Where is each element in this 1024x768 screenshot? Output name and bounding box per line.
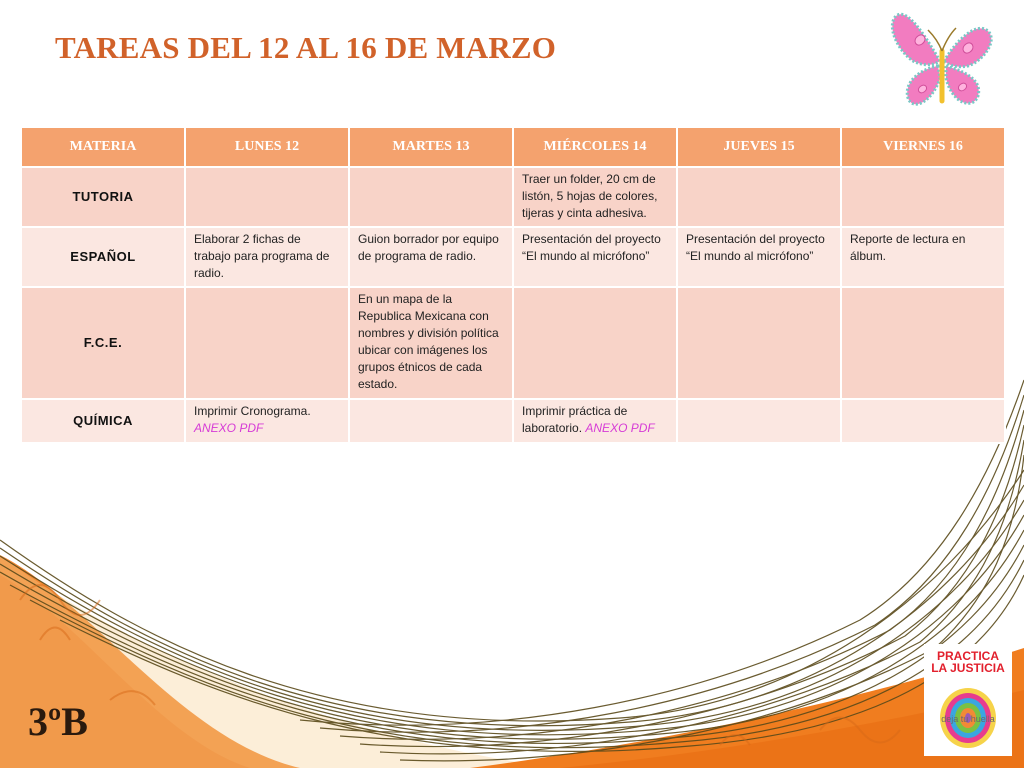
- task-cell: [677, 287, 841, 399]
- column-header: JUEVES 15: [677, 127, 841, 167]
- task-cell: Elaborar 2 fichas de trabajo para programa de radio.: [185, 227, 349, 287]
- subject-cell: ESPAÑOL: [21, 227, 185, 287]
- practica-la-justicia-logo: [924, 644, 1012, 756]
- task-cell: [513, 287, 677, 399]
- task-cell: [185, 399, 349, 443]
- logo-line-1: PRACTICA: [937, 649, 999, 663]
- table-row: [21, 227, 1005, 287]
- task-cell: [841, 287, 1005, 399]
- table-header-row: [21, 127, 1005, 167]
- column-header: MARTES 13: [349, 127, 513, 167]
- task-text: Imprimir práctica de laboratorio.: [522, 404, 628, 435]
- task-text: Imprimir Cronograma.: [194, 404, 311, 418]
- task-cell: [677, 167, 841, 227]
- task-cell: En un mapa de la Republica Mexicana con nombres y división política ubicar con imágenes los grupos étnicos de cada estado.: [349, 287, 513, 399]
- task-cell: [841, 399, 1005, 443]
- column-header: VIERNES 16: [841, 127, 1005, 167]
- annex-pdf-link[interactable]: ANEXO PDF: [585, 421, 655, 435]
- task-cell: Traer un folder, 20 cm de listón, 5 hojas de colores, tijeras y cinta adhesiva.: [513, 167, 677, 227]
- column-header: MATERIA: [21, 127, 185, 167]
- task-cell: [841, 167, 1005, 227]
- logo-tagline: deja tu huella: [941, 714, 995, 724]
- butterfly-icon: [888, 6, 996, 118]
- task-cell: [677, 399, 841, 443]
- task-cell: Reporte de lectura en álbum.: [841, 227, 1005, 287]
- task-cell: [185, 167, 349, 227]
- table-row: [21, 399, 1005, 443]
- column-header: MIÉRCOLES 14: [513, 127, 677, 167]
- task-cell: Presentación del proyecto “El mundo al micrófono”: [513, 227, 677, 287]
- homework-table: [20, 126, 1006, 444]
- task-cell: [513, 399, 677, 443]
- annex-pdf-link[interactable]: ANEXO PDF: [194, 421, 264, 435]
- task-cell: Guion borrador por equipo de programa de radio.: [349, 227, 513, 287]
- group-label: 3ºB: [28, 699, 88, 744]
- logo-line-2: LA JUSTICIA: [931, 661, 1005, 675]
- task-cell: [349, 167, 513, 227]
- task-cell: [185, 287, 349, 399]
- subject-cell: F.C.E.: [21, 287, 185, 399]
- column-header: LUNES 12: [185, 127, 349, 167]
- task-cell: [349, 399, 513, 443]
- subject-cell: TUTORIA: [21, 167, 185, 227]
- subject-cell: QUÍMICA: [21, 399, 185, 443]
- task-cell: Presentación del proyecto “El mundo al micrófono”: [677, 227, 841, 287]
- table-row: [21, 167, 1005, 227]
- table-row: [21, 287, 1005, 399]
- page-title: TAREAS DEL 12 AL 16 DE MARZO: [55, 30, 557, 65]
